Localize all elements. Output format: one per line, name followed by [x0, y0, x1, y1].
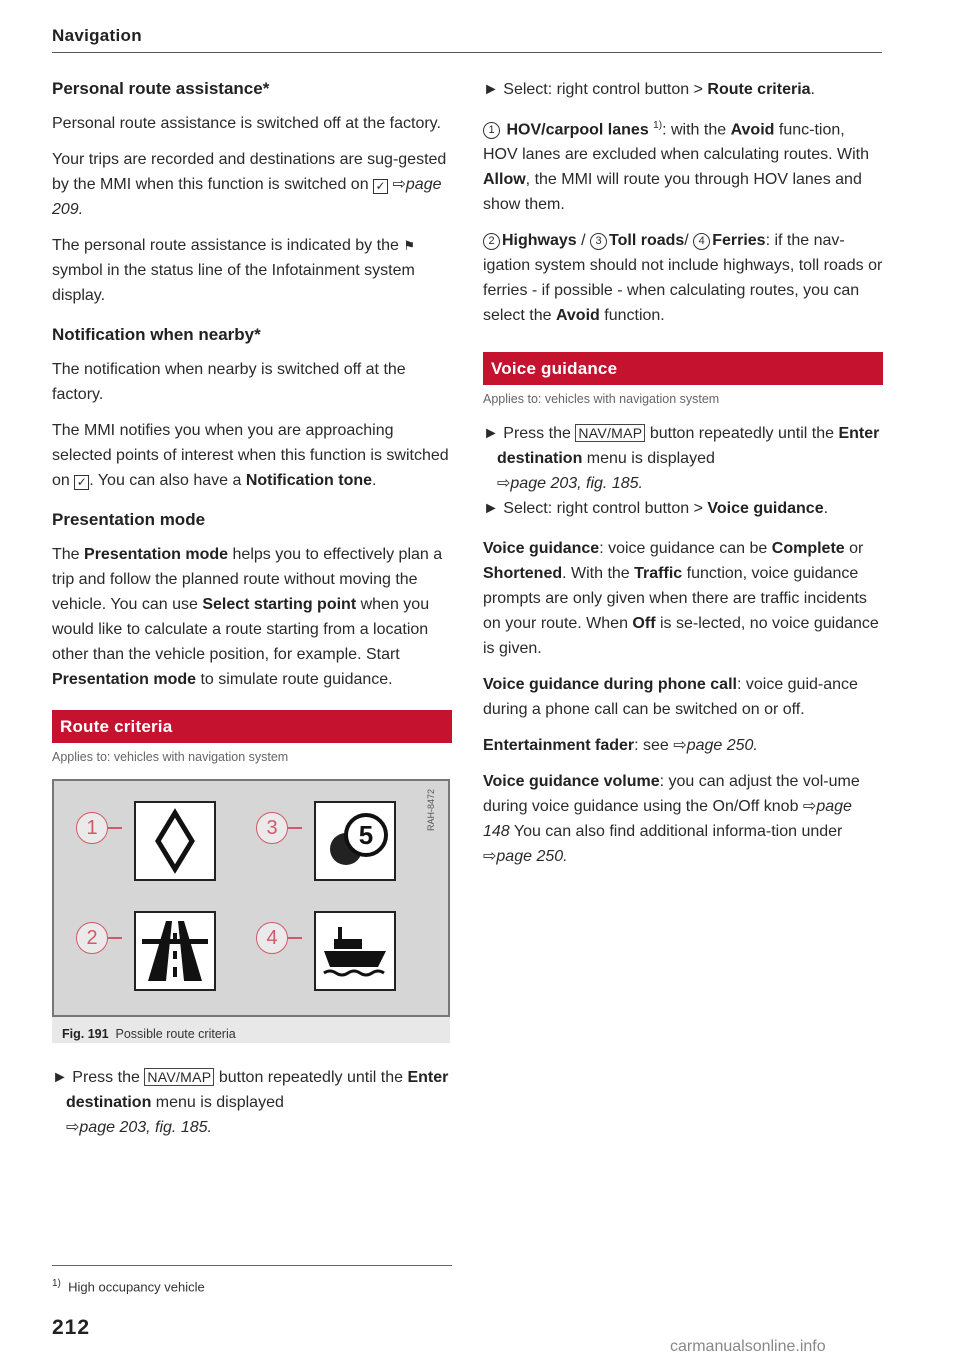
paragraph: Voice guidance volume: you can adjust the vol-ume during voice guidance using the On/Off knob ⇨page 148 You can also find additional informa-tion under ⇨page 250. — [483, 773, 860, 866]
section-title: Navigation — [52, 26, 142, 45]
page-link[interactable]: ⇨page 250. — [673, 737, 758, 755]
step-item: ► Press the NAV/MAP button repeatedly until the Enter destination menu is displayed ⇨page 203, fig. 185. — [483, 421, 883, 496]
page-link[interactable]: ⇨page 203, fig. 185. — [66, 1119, 212, 1136]
footnote: $^{1)}$ High occupancy vehicle — [52, 1278, 205, 1295]
number-badge: 1 — [483, 122, 500, 139]
paragraph: Entertainment fader: see ⇨page 250. — [483, 737, 758, 755]
page-link[interactable]: ⇨page 209. — [52, 176, 442, 218]
heading-personal-route: Personal route assistance* — [52, 79, 270, 98]
number-badge: 4 — [693, 233, 710, 250]
number-badge: 2 — [483, 233, 500, 250]
right-column — [483, 70, 883, 880]
step-item: ► Select: right control button > Route criteria. — [483, 81, 815, 98]
toll-icon — [314, 801, 396, 881]
route-criteria-heading: Route criteria — [52, 710, 452, 743]
paragraph: Voice guidance: voice guidance can be Complete or Shortened. With the Traffic function, voice guidance prompts are only given when there are traffic incidents on your route. When Off is se-lected, no voice guidance is given. — [483, 540, 879, 658]
svg-text:5: 5 — [358, 820, 374, 850]
step-item: ► Select: right control button > Voice guidance. — [483, 500, 829, 518]
applies-to: Applies to: vehicles with navigation system — [483, 392, 720, 407]
paragraph: Voice guidance during phone call: voice guid-ance during a phone call can be switched on or off. — [483, 676, 858, 719]
paragraph: The Presentation mode helps you to effectively plan a trip and follow the planned route without moving the vehicle. You can use Select starting point when you would like to calculate a route starting from a location other than the vehicle position, for example. Start Presentation mode to simulate route guidance. — [52, 546, 443, 688]
page-link[interactable]: ⇨page 203, fig. 185. — [497, 475, 643, 493]
step-item: ► Press the NAV/MAP button repeatedly until the Enter destination menu is displayed ⇨page 203, fig. 185. — [52, 1065, 452, 1140]
callout-3: 3 — [256, 812, 288, 844]
page-link[interactable]: ⇨page 148 — [483, 798, 852, 841]
route-assist-icon: ⚑ — [403, 238, 415, 253]
applies-to: Applies to: vehicles with navigation system — [52, 750, 289, 764]
callout-2: 2 — [76, 922, 108, 954]
left-column — [52, 70, 452, 1140]
diamond-icon — [134, 801, 216, 881]
nav-map-button[interactable]: NAV/MAP — [575, 424, 645, 442]
paragraph: Your trips are recorded and destinations are sug-gested by the MMI when this function is switched on ✓ ⇨page 209. — [52, 151, 447, 218]
paragraph: Personal route assistance is switched off at the factory. — [52, 115, 441, 132]
voice-guidance-heading: Voice guidance — [483, 352, 883, 385]
paragraph: The personal route assistance is indicated by the ⚑ symbol in the status line of the Infotainment system display. — [52, 237, 415, 304]
highway-icon — [134, 911, 216, 991]
paragraph: The MMI notifies you when you are approaching selected points of interest when this function is switched on ✓ . You can also have a Notification tone. — [52, 422, 449, 489]
figure-code: RAH-8472 — [426, 789, 436, 832]
footnote-divider — [52, 1265, 452, 1266]
route-criteria-figure — [52, 779, 450, 1043]
figure-caption: Fig. 191 Possible route criteria — [62, 1027, 236, 1041]
checkbox-icon: ✓ — [373, 179, 388, 194]
callout-1: 1 — [76, 812, 108, 844]
heading-notification: Notification when nearby* — [52, 325, 261, 344]
page-header — [52, 26, 882, 53]
page-number: 212 — [52, 1316, 91, 1339]
number-badge: 3 — [590, 233, 607, 250]
watermark: carmanualsonline.info — [670, 1338, 826, 1355]
page-link[interactable]: ⇨page 250. — [483, 848, 568, 866]
checkbox-icon: ✓ — [74, 475, 89, 490]
paragraph: 1 HOV/carpool lanes $^{1)}$: with the Avoid func-tion, HOV lanes are excluded when calculating routes. With Allow, the MMI will route you through HOV lanes and show them. — [483, 120, 869, 214]
ferry-icon — [314, 911, 396, 991]
heading-presentation: Presentation mode — [52, 510, 206, 529]
paragraph: The notification when nearby is switched off at the factory. — [52, 361, 406, 403]
callout-4: 4 — [256, 922, 288, 954]
nav-map-button[interactable]: NAV/MAP — [144, 1068, 214, 1086]
paragraph: 2 Highways / 3 Toll roads/ 4 Ferries: if the nav-igation system should not include highways, toll roads or ferries - if possible - when calculating routes, you can select the Avoid function. — [483, 232, 883, 325]
